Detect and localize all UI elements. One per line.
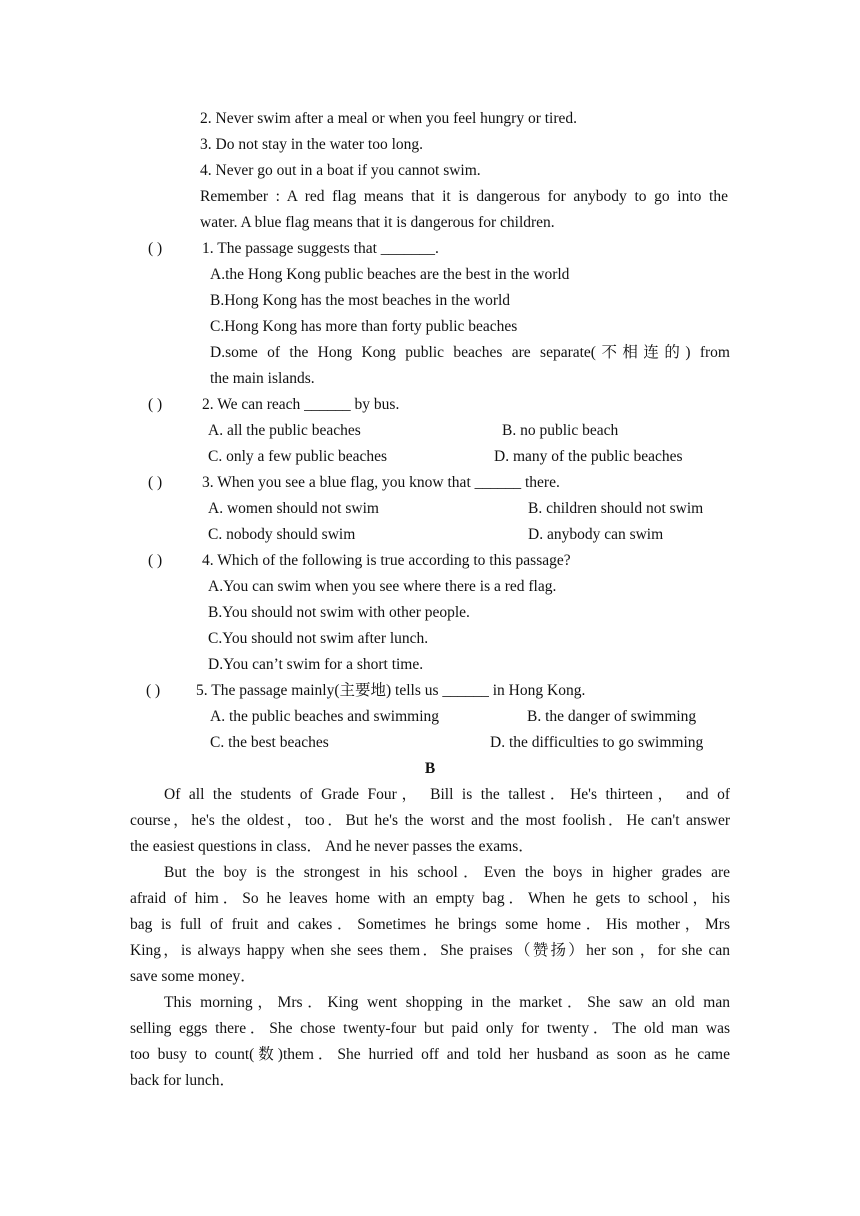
question-stem: 4. Which of the following is true according to this passage? bbox=[202, 552, 571, 569]
question-option: C. nobody should swim bbox=[208, 526, 356, 543]
question-option: D.You can’t swim for a short time. bbox=[208, 656, 424, 673]
question-option: B. the danger of swimming bbox=[527, 708, 697, 725]
passage-line: But the boy is the strongest in his school．Even the boys in higher grades are bbox=[164, 864, 730, 881]
question-stem: 3. When you see a blue flag, you know that ______ there. bbox=[202, 474, 560, 491]
question-option: A. the public beaches and swimming bbox=[210, 708, 440, 725]
question-option: D. anybody can swim bbox=[528, 526, 664, 543]
passage-line: selling eggs there．She chose twenty-four but paid only for twenty．The old man was bbox=[130, 1020, 730, 1037]
question-option: D.some of the Hong Kong public beaches are separate(不相连的) from bbox=[210, 344, 730, 361]
question-option: the main islands. bbox=[210, 370, 315, 387]
answer-bracket: ( ) bbox=[148, 474, 163, 491]
passage-line: the easiest questions in class． And he never passes the exams． bbox=[130, 838, 534, 855]
answer-bracket: ( ) bbox=[148, 396, 163, 413]
question-option: C.You should not swim after lunch. bbox=[208, 630, 429, 647]
rule-item: 4. Never go out in a boat if you cannot swim. bbox=[200, 162, 481, 179]
passage-line: too busy to count(数)them．She hurried off and told her husband as soon as he came bbox=[130, 1046, 730, 1063]
question-option: D. many of the public beaches bbox=[494, 448, 683, 465]
rule-item: 3. Do not stay in the water too long. bbox=[200, 136, 423, 153]
rule-item: 2. Never swim after a meal or when you feel hungry or tired. bbox=[200, 110, 578, 127]
answer-bracket: ( ) bbox=[148, 552, 163, 569]
section-heading: B bbox=[424, 760, 436, 777]
question-option: C.Hong Kong has more than forty public beaches bbox=[210, 318, 518, 335]
question-stem: 2. We can reach ______ by bus. bbox=[202, 396, 400, 413]
question-option: B. children should not swim bbox=[528, 500, 704, 517]
passage-line: King，is always happy when she sees them．She praises（赞扬）her son ，for she can bbox=[130, 942, 730, 959]
question-option: A.You can swim when you see where there is a red flag. bbox=[208, 578, 557, 595]
passage-line: afraid of him．So he leaves home with an empty bag．When he gets to school，his bbox=[130, 890, 730, 907]
remember-line: Remember : A red flag means that it is dangerous for anybody to go into the bbox=[200, 188, 728, 205]
question-stem: 1. The passage suggests that _______. bbox=[202, 240, 439, 257]
question-option: D. the difficulties to go swimming bbox=[490, 734, 704, 751]
question-option: C. the best beaches bbox=[210, 734, 329, 751]
question-option: A. all the public beaches bbox=[208, 422, 361, 439]
remember-line: water. A blue flag means that it is dangerous for children. bbox=[200, 214, 555, 231]
answer-bracket: ( ) bbox=[148, 240, 163, 257]
passage-line: This morning，Mrs．King went shopping in the market．She saw an old man bbox=[164, 994, 730, 1011]
question-option: C. only a few public beaches bbox=[208, 448, 388, 465]
question-option: A.the Hong Kong public beaches are the best in the world bbox=[210, 266, 570, 283]
question-option: B.You should not swim with other people. bbox=[208, 604, 470, 621]
passage-line: Of all the students of Grade Four， Bill is the tallest．He's thirteen， and of bbox=[164, 786, 730, 803]
answer-bracket: ( ) bbox=[146, 682, 161, 699]
passage-line: save some money． bbox=[130, 968, 256, 985]
passage-line: bag is full of fruit and cakes．Sometimes he brings some home．His mother，Mrs bbox=[130, 916, 730, 933]
question-stem: 5. The passage mainly(主要地) tells us ______ in Hong Kong. bbox=[196, 682, 586, 699]
question-option: A. women should not swim bbox=[208, 500, 379, 517]
question-option: B. no public beach bbox=[502, 422, 619, 439]
passage-line: course，he's the oldest，too．But he's the worst and the most foolish．He can't answer bbox=[130, 812, 730, 829]
question-option: B.Hong Kong has the most beaches in the world bbox=[210, 292, 511, 309]
passage-line: back for lunch． bbox=[130, 1072, 236, 1089]
